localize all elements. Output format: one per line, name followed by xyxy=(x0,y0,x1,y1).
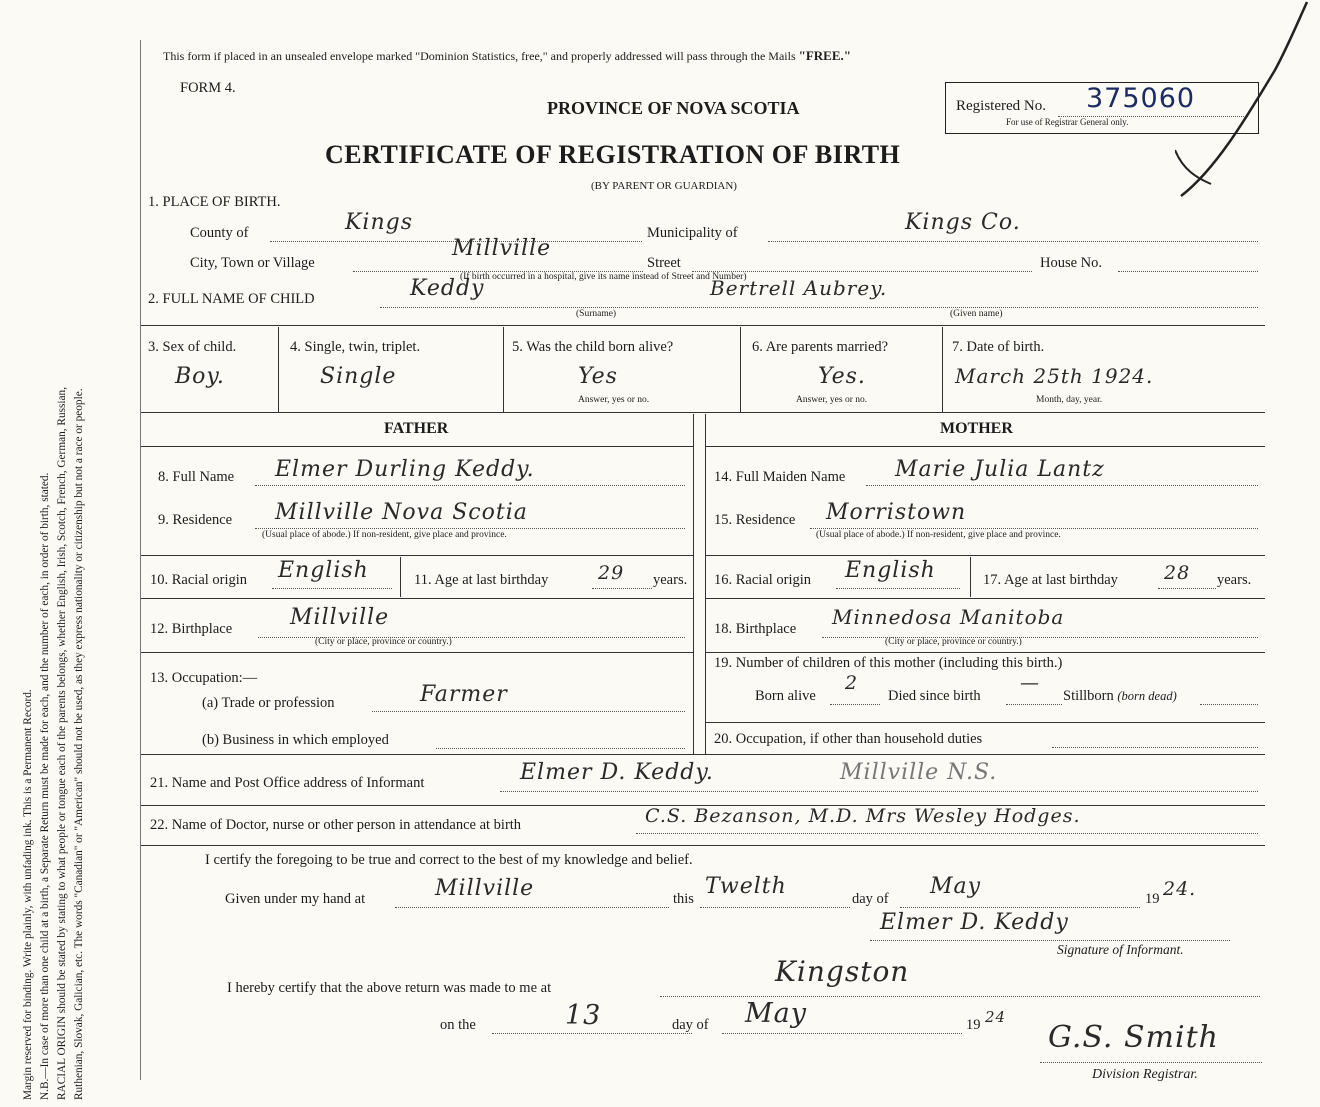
form-number: FORM 4. xyxy=(180,80,236,96)
rule xyxy=(141,555,693,556)
registrar-place: Kingston xyxy=(775,955,910,988)
mother-occupation-label: 20. Occupation, if other than household duties xyxy=(714,731,983,747)
registrar-note: For use of Registrar General only. xyxy=(1006,117,1129,127)
margin-note-line: Margin reserved for binding. Write plainly, with unfading ink. This is a Permanent Record. xyxy=(22,689,34,1100)
dob-value: March 25th 1924. xyxy=(955,364,1154,388)
dotted-line xyxy=(660,996,1260,997)
registered-number: 375060 xyxy=(1086,83,1196,114)
registered-label: Registered No. xyxy=(956,98,1046,114)
rule xyxy=(141,845,1265,846)
mother-residence-label: 15. Residence xyxy=(714,512,796,528)
dotted-line xyxy=(1006,704,1062,705)
registrar-year: 24 xyxy=(985,1008,1007,1026)
dotted-line xyxy=(830,704,880,705)
dotted-line xyxy=(255,528,685,529)
born-alive-value: Yes xyxy=(578,364,618,389)
mother-age-label: 17. Age at last birthday xyxy=(983,572,1118,588)
rule xyxy=(400,557,401,597)
dotted-line xyxy=(436,748,685,749)
father-name-label: 8. Full Name xyxy=(158,469,235,485)
dotted-line xyxy=(636,833,1258,834)
on-the-label: on the xyxy=(440,1017,476,1033)
given-place: Millville xyxy=(435,876,535,901)
dob-label: 7. Date of birth. xyxy=(952,339,1045,355)
business-label: (b) Business in which employed xyxy=(202,732,389,748)
mother-heading: MOTHER xyxy=(940,420,1013,437)
day-value: Twelth xyxy=(705,874,787,899)
rule xyxy=(141,412,1265,413)
margin-note-line: Ruthenian, Slovak, Galician, etc. The words "Canadian" or "American" should not be used, as they express nationality or citizenship but not a race or people. xyxy=(73,388,85,1100)
dotted-line xyxy=(1052,747,1258,748)
dotted-line xyxy=(1158,588,1216,589)
dotted-line xyxy=(722,1033,962,1034)
sex-label: 3. Sex of child. xyxy=(148,339,237,355)
dotted-line xyxy=(866,485,1258,486)
informant-address: Millville N.S. xyxy=(840,760,998,785)
page-subtitle: (BY PARENT OR GUARDIAN) xyxy=(591,180,737,192)
born-alive-label: 5. Was the child born alive? xyxy=(512,339,674,355)
month-value: May xyxy=(930,874,982,899)
rule xyxy=(141,325,1265,326)
place-heading: 1. PLACE OF BIRTH. xyxy=(148,194,281,210)
died-value: — xyxy=(1020,672,1040,694)
trade-value: Farmer xyxy=(420,682,508,707)
plurality-label: 4. Single, twin, triplet. xyxy=(290,339,421,355)
died-label: Died since birth xyxy=(888,688,981,704)
sex-value: Boy. xyxy=(175,364,225,389)
father-birthplace-value: Millville xyxy=(290,605,390,630)
mother-birthplace-value: Minnedosa Manitoba xyxy=(832,605,1065,629)
dotted-line xyxy=(255,485,685,486)
rule xyxy=(705,555,1265,556)
margin-note-line: N.B.—In case of more than one child at a birth, a Separate Return must be made for each, and the number of each, in order of birth, stated. xyxy=(39,472,51,1100)
given-label: Given under my hand at xyxy=(225,891,366,907)
registrar-month: May xyxy=(745,998,807,1029)
rule xyxy=(141,754,1265,755)
dotted-line xyxy=(810,528,1258,529)
rule xyxy=(705,446,1265,447)
rule xyxy=(705,414,706,754)
answer-caption: Answer, yes or no. xyxy=(578,395,650,405)
margin-notes xyxy=(20,50,90,1100)
married-value: Yes. xyxy=(818,364,866,389)
this-label: this xyxy=(673,891,694,907)
residence-caption: (Usual place of abode.) If non-resident, give place and province. xyxy=(816,530,1061,540)
father-racial-label: 10. Racial origin xyxy=(150,572,248,588)
margin-line xyxy=(140,40,141,1080)
rule xyxy=(705,722,1265,723)
certify-statement: I certify the foregoing to be true and correct to the best of my knowledge and belief. xyxy=(205,852,693,868)
mother-birthplace-label: 18. Birthplace xyxy=(714,621,797,637)
rule xyxy=(693,414,694,754)
dotted-line xyxy=(870,940,1230,941)
mother-age-value: 28 xyxy=(1164,562,1191,584)
rule xyxy=(503,327,504,412)
rule xyxy=(141,652,693,653)
rule xyxy=(141,598,693,599)
dotted-line xyxy=(372,711,685,712)
dotted-line xyxy=(492,1033,692,1034)
registrar-statement: I hereby certify that the above return was made to me at xyxy=(227,980,552,996)
dotted-line xyxy=(592,588,652,589)
married-label: 6. Are parents married? xyxy=(752,339,889,355)
registrar-signature: G.S. Smith xyxy=(1048,1020,1219,1055)
province-heading: PROVINCE OF NOVA SCOTIA xyxy=(547,98,800,118)
father-age-value: 29 xyxy=(598,562,625,584)
trade-label: (a) Trade or profession xyxy=(202,695,335,711)
surname-caption: (Surname) xyxy=(576,309,617,319)
children-count-label: 19. Number of children of this mother (including this birth.) xyxy=(714,655,1063,671)
mother-name-label: 14. Full Maiden Name xyxy=(714,469,846,485)
county-value: Kings xyxy=(345,210,414,235)
rule xyxy=(970,557,971,597)
margin-note-line: RACIAL ORIGIN should be stated by stating to what people or tongue each of the parents belongs, whether English, Irish, Scotch, French, German, Russian, xyxy=(56,386,68,1100)
doctor-label: 22. Name of Doctor, nurse or other person in attendance at birth xyxy=(150,817,522,833)
city-label: City, Town or Village xyxy=(190,255,315,271)
dotted-line xyxy=(1200,704,1258,705)
page-title: CERTIFICATE OF REGISTRATION OF BIRTH xyxy=(325,140,901,169)
dotted-line xyxy=(836,588,960,589)
born-alive-count-label: Born alive xyxy=(755,688,816,704)
rule xyxy=(942,327,943,412)
father-residence-label: 9. Residence xyxy=(158,512,233,528)
father-residence-value: Millville Nova Scotia xyxy=(275,500,528,525)
city-value: Millville xyxy=(452,236,552,261)
dotted-line xyxy=(700,907,850,908)
father-heading: FATHER xyxy=(384,420,449,437)
rule xyxy=(141,446,693,447)
dotted-line xyxy=(272,588,392,589)
registrar-caption: Division Registrar. xyxy=(1092,1067,1198,1082)
street-label: Street xyxy=(647,255,681,271)
birthplace-caption: (City or place, province or country.) xyxy=(315,637,452,647)
years-label: years. xyxy=(653,572,688,588)
child-name-label: 2. FULL NAME OF CHILD xyxy=(148,291,315,307)
year-value: 24. xyxy=(1163,878,1197,900)
informant-label: 21. Name and Post Office address of Informant xyxy=(150,775,425,791)
father-name-value: Elmer Durling Keddy. xyxy=(275,457,535,482)
father-birthplace-label: 12. Birthplace xyxy=(150,621,233,637)
signature-caption: Signature of Informant. xyxy=(1057,942,1184,957)
residence-caption: (Usual place of abode.) If non-resident, give place and province. xyxy=(262,530,507,540)
years-label: years. xyxy=(1217,572,1252,588)
mother-name-value: Marie Julia Lantz xyxy=(895,457,1105,482)
given-caption: (Given name) xyxy=(950,309,1003,319)
year-prefix: 19 xyxy=(1145,891,1160,907)
rule xyxy=(705,598,1265,599)
dotted-line xyxy=(1118,271,1258,272)
mother-residence-value: Morristown xyxy=(826,500,967,525)
mother-racial-label: 16. Racial origin xyxy=(714,572,812,588)
doctor-value: C.S. Bezanson, M.D. Mrs Wesley Hodges. xyxy=(645,805,1081,827)
check-mark-scribble xyxy=(1175,0,1315,210)
registrar-day: 13 xyxy=(565,1000,602,1031)
plurality-value: Single xyxy=(320,364,397,389)
rule xyxy=(705,652,1265,653)
father-racial-value: English xyxy=(278,558,369,583)
day-of-label: day of xyxy=(672,1017,709,1033)
house-label: House No. xyxy=(1040,255,1103,271)
informant-name: Elmer D. Keddy. xyxy=(520,760,714,785)
father-age-label: 11. Age at last birthday xyxy=(414,572,549,588)
child-given-name: Bertrell Aubrey. xyxy=(710,276,888,300)
day-of-label: day of xyxy=(852,891,889,907)
rule xyxy=(278,327,279,412)
born-alive-count-value: 2 xyxy=(845,672,859,694)
mother-racial-value: English xyxy=(845,558,936,583)
dotted-line xyxy=(500,791,1258,792)
occupation-label: 13. Occupation:— xyxy=(150,670,258,686)
county-label: County of xyxy=(190,225,249,241)
birthplace-caption: (City or place, province or country.) xyxy=(885,637,1022,647)
year-prefix: 19 xyxy=(966,1017,981,1033)
mail-note: This form if placed in an unsealed envelope marked "Dominion Statistics, free," and properly addressed will pass through the Mails "FREE." xyxy=(163,48,851,63)
dotted-line xyxy=(395,907,669,908)
stillborn-label: Stillborn (born dead) xyxy=(1063,688,1177,704)
answer-caption: Answer, yes or no. xyxy=(796,395,868,405)
hospital-note: (If birth occurred in a hospital, give its name instead of Street and Number) xyxy=(460,272,747,282)
dotted-line xyxy=(900,907,1140,908)
municipality-value: Kings Co. xyxy=(905,210,1021,235)
informant-signature: Elmer D. Keddy xyxy=(880,910,1069,935)
child-surname: Keddy xyxy=(410,276,485,301)
dotted-line xyxy=(380,307,1258,308)
rule xyxy=(740,327,741,412)
dotted-line xyxy=(1040,1062,1262,1063)
municipality-label: Municipality of xyxy=(647,225,738,241)
dob-caption: Month, day, year. xyxy=(1036,395,1103,405)
dotted-line xyxy=(768,241,1258,242)
